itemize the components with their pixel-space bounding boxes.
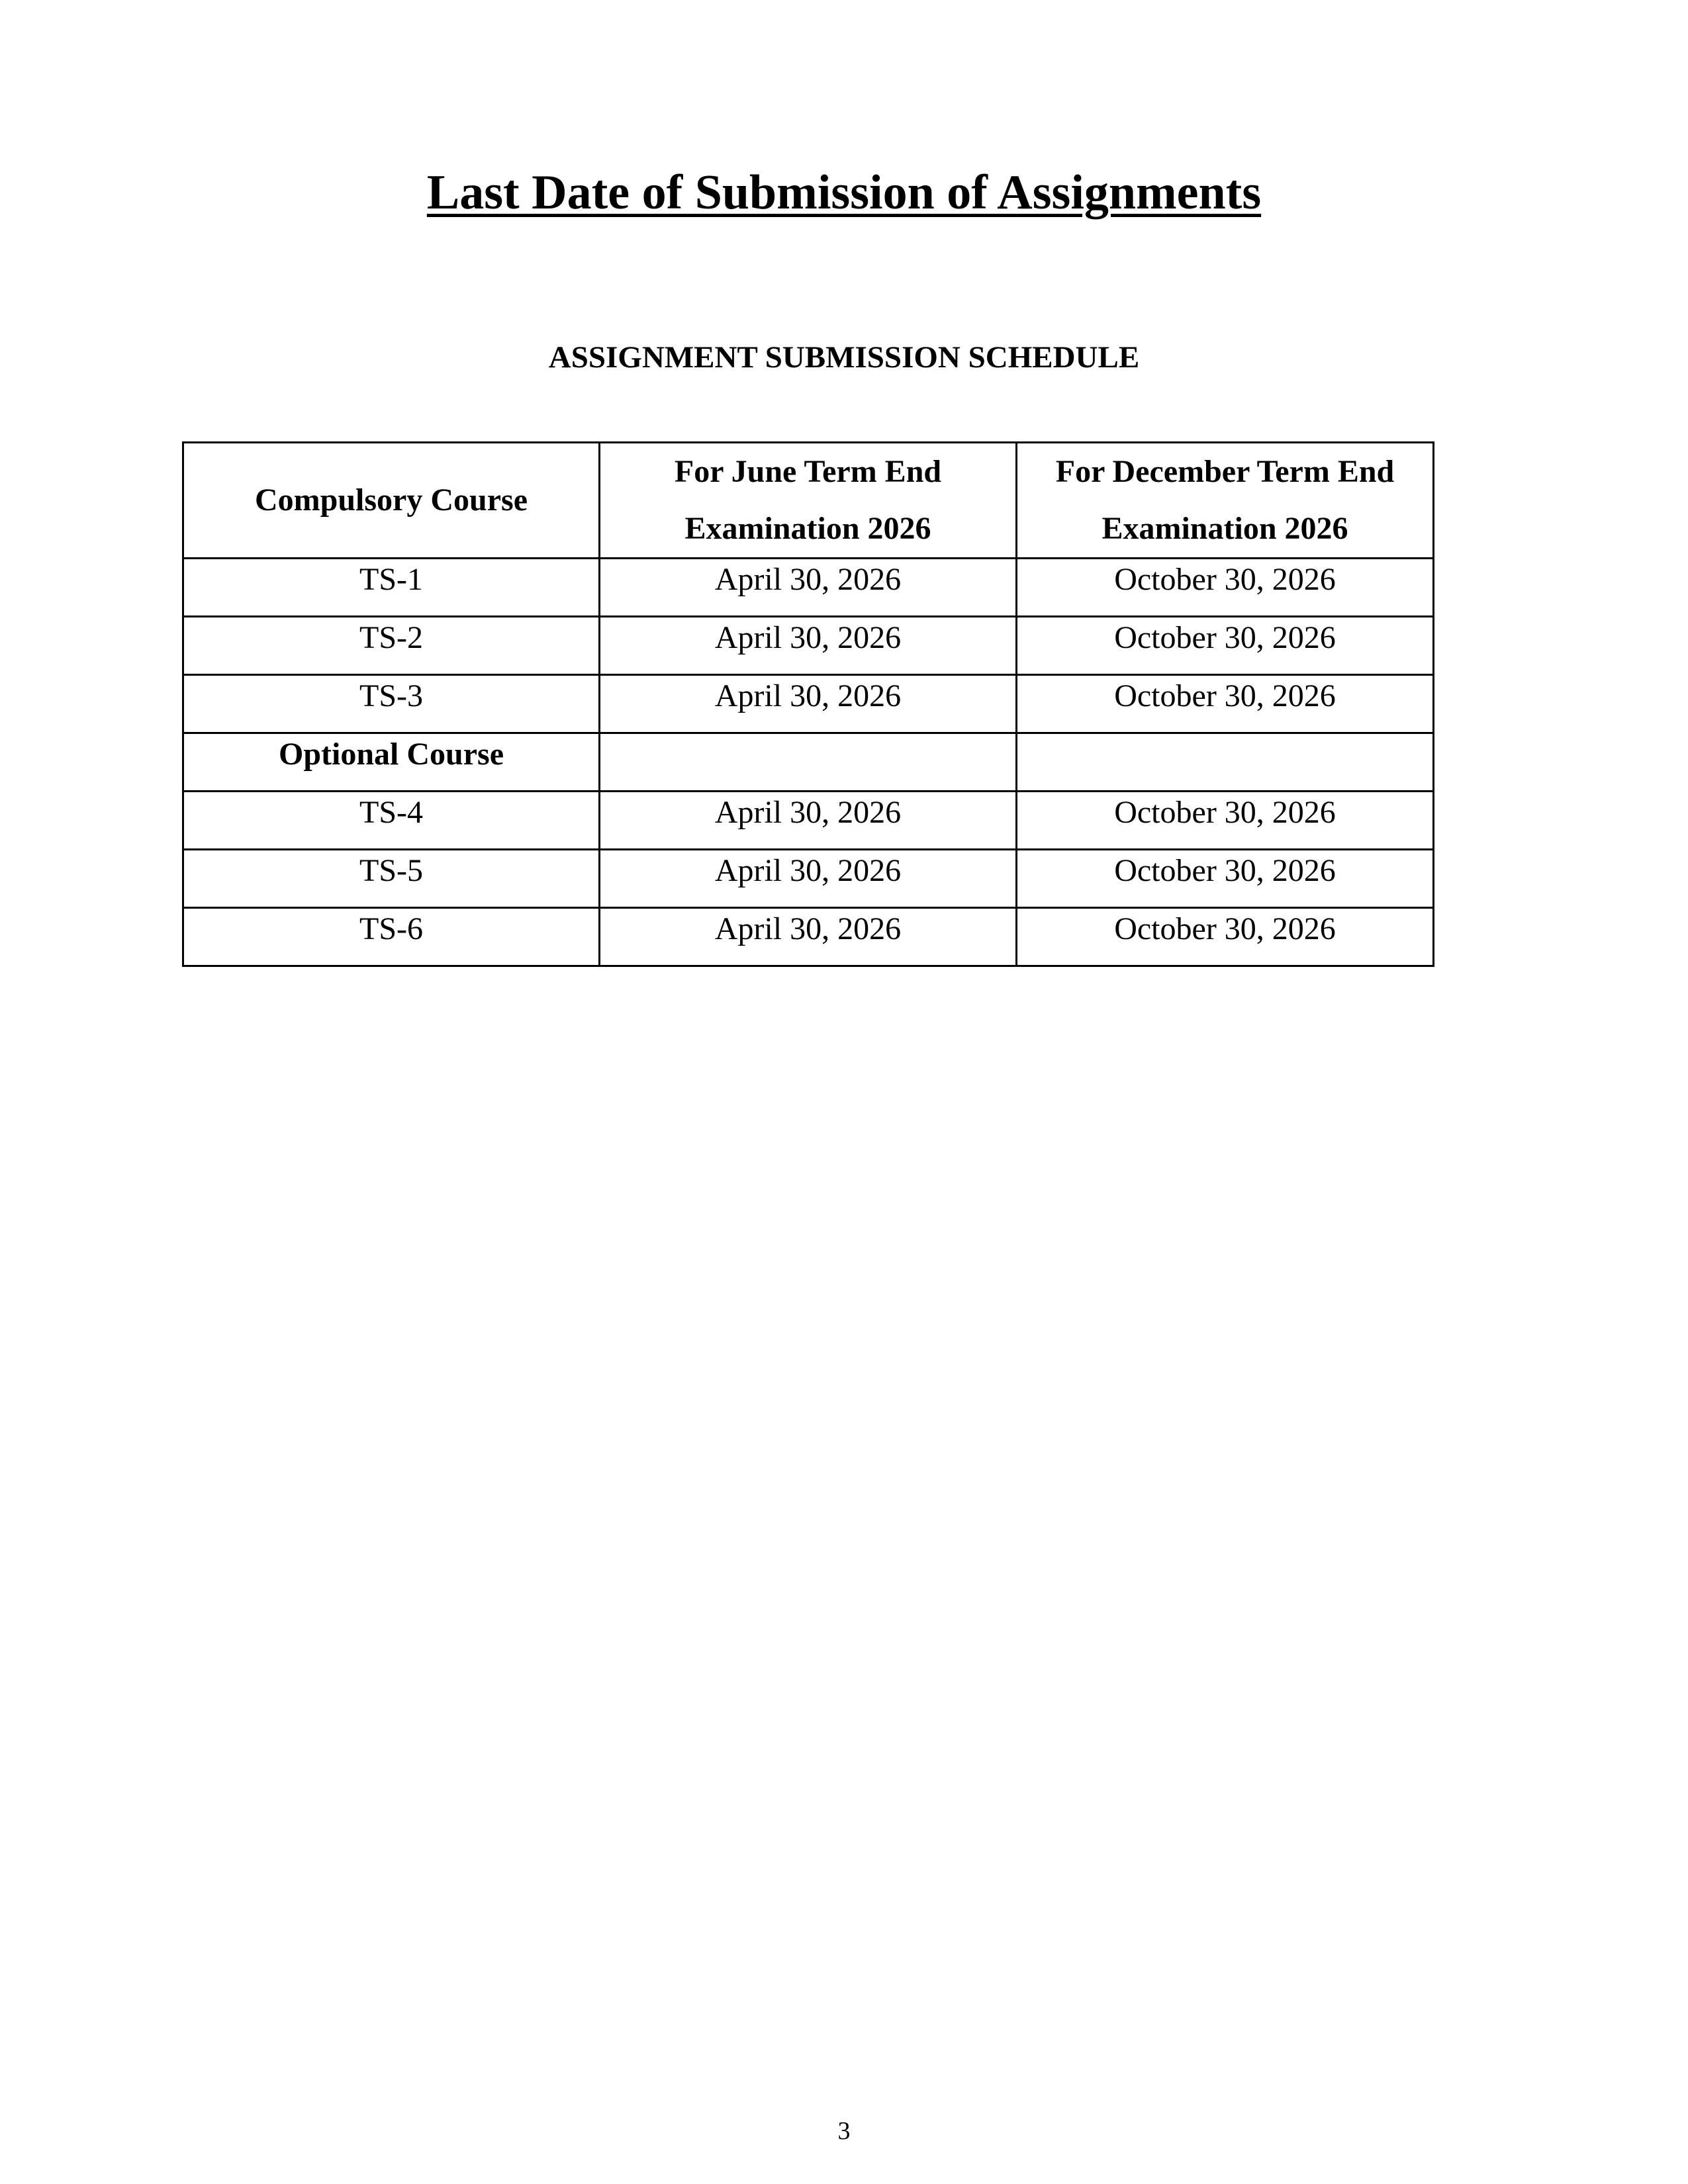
header-december-line2: Examination 2026 xyxy=(1102,511,1348,546)
december-deadline xyxy=(1017,733,1434,792)
december-deadline: October 30, 2026 xyxy=(1017,850,1434,908)
course-code: TS-3 xyxy=(183,675,600,733)
june-deadline xyxy=(600,733,1017,792)
course-code: TS-1 xyxy=(183,559,600,617)
table-row xyxy=(183,617,1434,675)
table-row xyxy=(183,675,1434,733)
june-deadline: April 30, 2026 xyxy=(600,792,1017,850)
december-deadline: October 30, 2026 xyxy=(1017,617,1434,675)
header-compulsory-course: Compulsory Course xyxy=(183,443,600,559)
header-june-line1: For June Term End xyxy=(674,454,942,489)
course-code: TS-6 xyxy=(183,908,600,966)
december-deadline: October 30, 2026 xyxy=(1017,908,1434,966)
table-row xyxy=(183,908,1434,966)
table-header-row xyxy=(183,443,1434,559)
table-row xyxy=(183,850,1434,908)
june-deadline: April 30, 2026 xyxy=(600,675,1017,733)
course-code: TS-5 xyxy=(183,850,600,908)
section-row-optional xyxy=(183,733,1434,792)
december-deadline: October 30, 2026 xyxy=(1017,675,1434,733)
june-deadline: April 30, 2026 xyxy=(600,850,1017,908)
header-december-line1: For December Term End xyxy=(1055,454,1395,489)
schedule-subtitle: ASSIGNMENT SUBMISSION SCHEDULE xyxy=(548,340,1140,375)
optional-course-label: Optional Course xyxy=(183,733,600,792)
course-code: TS-2 xyxy=(183,617,600,675)
december-deadline: October 30, 2026 xyxy=(1017,559,1434,617)
assignment-schedule-table xyxy=(182,441,1434,967)
header-june-term xyxy=(600,443,1017,559)
june-deadline: April 30, 2026 xyxy=(600,617,1017,675)
december-deadline: October 30, 2026 xyxy=(1017,792,1434,850)
header-december-term xyxy=(1017,443,1434,559)
june-deadline: April 30, 2026 xyxy=(600,908,1017,966)
page-title: Last Date of Submission of Assignments xyxy=(426,165,1262,220)
june-deadline: April 30, 2026 xyxy=(600,559,1017,617)
table-row xyxy=(183,792,1434,850)
page-number: 3 xyxy=(837,2117,851,2145)
course-code: TS-4 xyxy=(183,792,600,850)
table-row xyxy=(183,559,1434,617)
header-june-line2: Examination 2026 xyxy=(684,511,931,546)
